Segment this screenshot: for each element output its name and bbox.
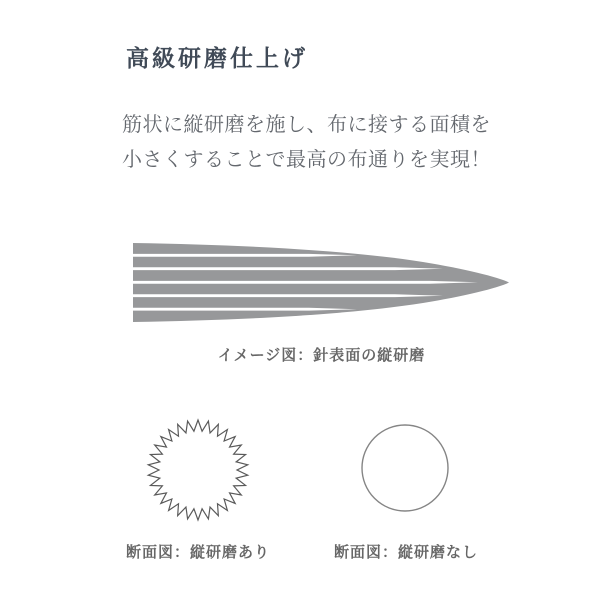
circle-caption: 断面図：縦研磨なし [333,544,478,561]
description-text [122,108,491,178]
needle-groove [133,281,478,284]
needle-groove [133,294,443,297]
description-line-1: 筋状に縦研磨を施し、布に接する面積を [122,114,491,136]
zigzag-polygon [148,420,247,520]
zigzag-caption: 断面図：縦研磨あり [125,544,270,561]
needle-groove [133,308,357,311]
page-title: 高級研磨仕上げ [126,45,308,71]
needle-caption: イメージ図：針表面の縦研磨 [217,347,426,364]
cross-section-zigzag-diagram [145,417,251,523]
needle-groove [133,267,443,270]
needle-illustration [133,242,510,323]
cross-section-circle-diagram [359,422,451,514]
smooth-circle [362,425,448,511]
description-line-2: 小さくすることで最高の布通りを実現！ [122,149,491,171]
